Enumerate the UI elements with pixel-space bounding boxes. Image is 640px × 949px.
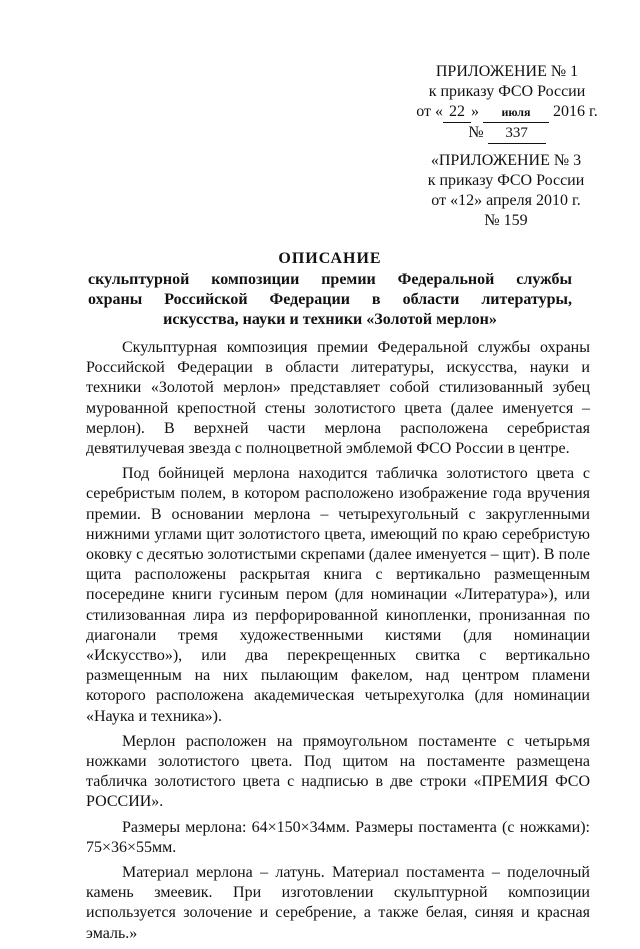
title-line-3: искусства, науки и техники «Золотой мерлон» — [163, 311, 497, 328]
date-month-field: июля — [483, 102, 549, 123]
date-prefix: от « — [416, 103, 443, 120]
title-line-2: охраны Российской Федерации в области литературы, — [88, 291, 572, 308]
date-year: 2016 г. — [553, 103, 598, 120]
paragraph-2: Под бойницей мерлона находится табличка золотистого цвета с серебристым полем, в котором расположено изображение года вручения премии. В основании мерлона – четырехугольный с закругленными нижними углами щит золотистого цвета, имеющий по краю серебристую оковку с десятью золотистыми скрепами (далее именуется – щит). В поле щита расположены раскрытая книга с вертикально размещенным посередине книги гусиным пером (для номинации «Литература»), или стилизованная лира из перфорированной кинопленки, пронизанная по диагонали тремя художественными кистями (для номинации «Искусство»), или два перекрещенных свитка с вертикально размещенным на них пылающим факелом, над центром пламени которого расположена академическая четырехуголка (для номинации «Наука и техника»). — [86, 465, 590, 725]
paragraph-5: Материал мерлона – латунь. Материал постамента – поделочный камень змеевик. При изготовлении скульптурной композиции используется золочение и серебрение, а также белая, синяя и красная эмаль.» — [86, 864, 590, 942]
title-heading: ОПИСАНИЕ — [278, 250, 382, 267]
appendix-1-title: ПРИЛОЖЕНИЕ № 1 — [435, 63, 579, 80]
order-number-field: 337 — [488, 123, 546, 144]
date-quote-close: » — [471, 103, 479, 120]
appendix-3-date: от «12» апреля 2010 г. — [431, 192, 581, 209]
appendix-3-number: № 159 — [484, 212, 528, 229]
paragraph-3: Мерлон расположен на прямоугольном постаменте с четырьмя ножками золотистого цвета. Под щитом на постаменте размещена табличка золотистого цвета с надписью в две строки «ПРЕМИЯ ФСО РОССИИ». — [86, 732, 590, 811]
appendix-3-header — [406, 151, 606, 231]
date-day-field: 22 — [443, 102, 471, 123]
paragraph-1: Скульптурная композиция премии Федеральной службы охраны Российской Федерации в области литературы, искусства, науки и техники «Золотой мерлон» представляет собой стилизованный зубец мурованной крепостной стены золотистого цвета (далее именуется – мерлон). В верхней части мерлона расположена серебристая девятилучевая звезда с полноцветной эмблемой ФСО России в центре. — [86, 339, 590, 458]
document-title — [88, 249, 572, 330]
appendix-3-title: «ПРИЛОЖЕНИЕ № 3 — [430, 152, 582, 169]
paragraph-4: Размеры мерлона: 64×150×34мм. Размеры постамента (с ножками): 75×36×55мм. — [86, 818, 590, 856]
appendix-3-order-ref: к приказу ФСО России — [427, 172, 585, 189]
appendix-1-number — [412, 123, 602, 144]
appendix-1-header — [412, 62, 602, 144]
title-line-1: скульптурной композиции премии Федеральной службы — [88, 271, 572, 288]
appendix-1-date — [412, 102, 602, 123]
description-body — [86, 338, 590, 949]
appendix-1-order-ref: к приказу ФСО России — [428, 83, 586, 100]
number-sign: № — [468, 124, 484, 141]
